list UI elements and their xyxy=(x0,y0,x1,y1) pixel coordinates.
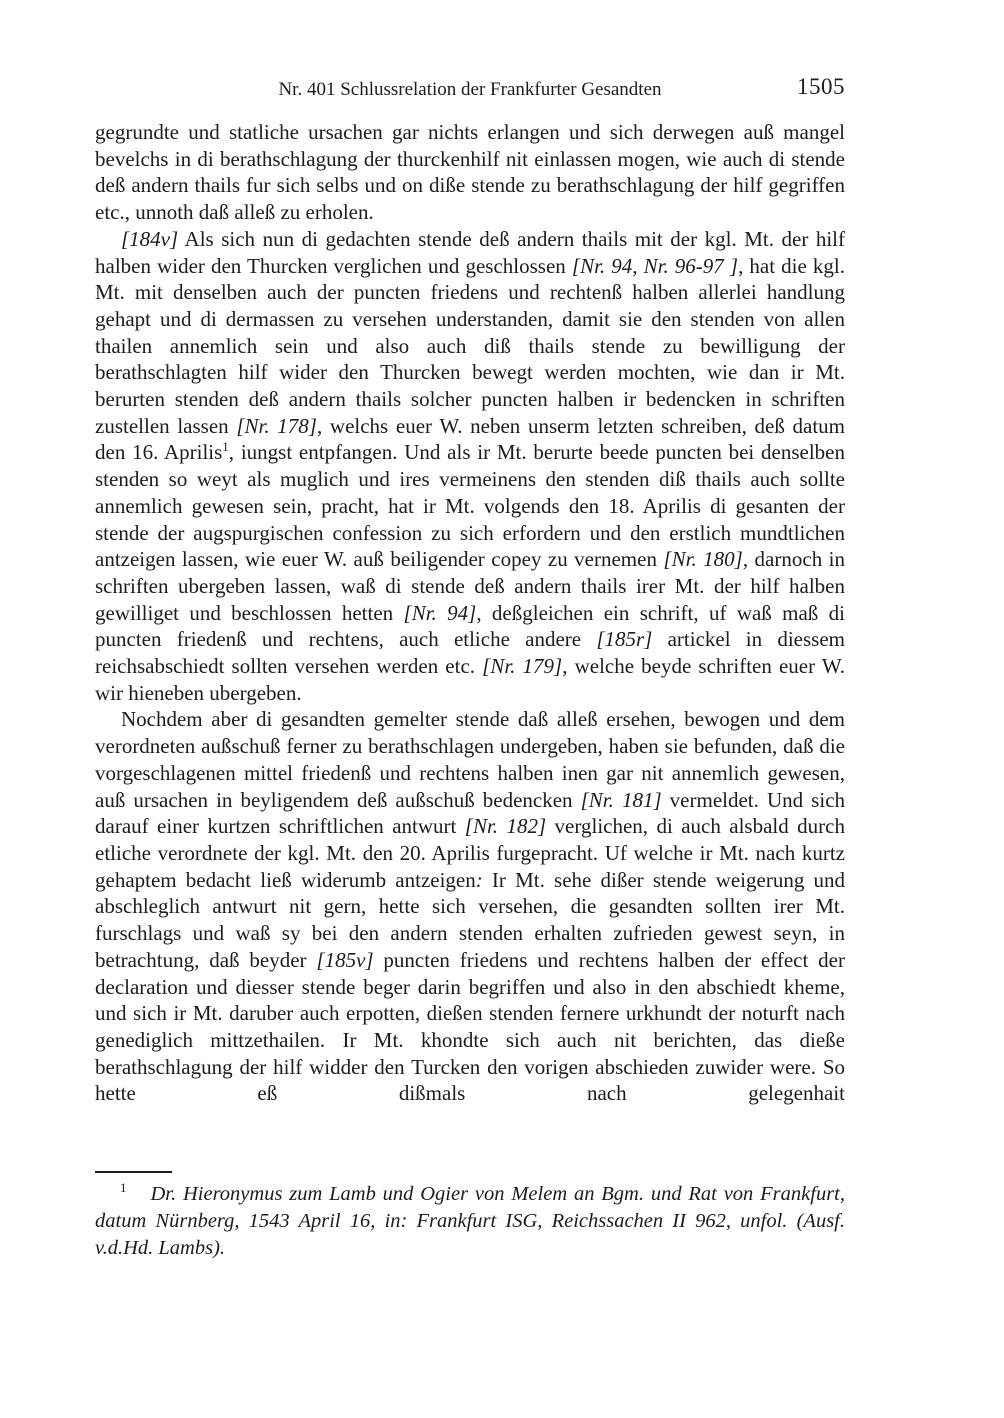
text-run: verglichen, di auch alsbald durch etliche verordnete der kgl. Mt. den 20. Aprilis furgepracht. Uf welche ir Mt. nach kurtz gehaptem bedacht ließ widerumb antzeigen xyxy=(95,814,845,892)
text-run: , iungst entpfangen. Und als ir Mt. berurte beede puncten bei denselben stenden so weyt als muglich und ires vermeinens den stenden diß thails auch sollte annemlich gewesen sein, pracht, hat ir Mt. volgends den 18. Aprilis di gesanten der stende der augspurgischen confession zu sich erfordern und den erstlich mundtlichen antzeigen lassen, wie euer W. auß beiligender copey zu vernemen xyxy=(95,440,846,572)
footnote-reference: 1 xyxy=(222,439,229,455)
main-text xyxy=(95,119,845,1107)
editorial-italic-text: [Nr. 181] xyxy=(580,787,662,812)
editorial-italic-text: [Nr. 180] xyxy=(663,547,743,572)
footnote-reference: 1 xyxy=(120,1180,127,1196)
editorial-italic-text: [185r] xyxy=(596,627,653,652)
footnote-area xyxy=(95,1171,845,1262)
editorial-italic-text: Dr. Hieronymus zum Lamb und Ogier von Melem an Bgm. und Rat von Frankfurt, datum Nürnberg, 1543 April 16, in: Frankfurt ISG, Reichssachen II 962, unfol. (Ausf. v.d.Hd. Lambs). xyxy=(95,1183,845,1259)
text-run: Als sich nun di gedachten stende deß andern thails mit der kgl. Mt. der hilf halben wider den Thurcken verglichen und geschlossen xyxy=(95,226,845,278)
editorial-italic-text: [184v] xyxy=(121,226,179,251)
footnote-1 xyxy=(95,1181,845,1262)
editorial-italic-text: [Nr. 94] xyxy=(403,600,477,625)
text-run: , deßgleichen ein schrift, uf waß maß di puncten friedenß und rechtens, auch etliche andere xyxy=(95,600,845,652)
text-run: gegrundte und statliche ursachen gar nichts erlangen und sich derwegen auß mangel bevelchs in di berathschlagung der thurckenhilf nit einlassen mogen, wie auch di stende deß andern thails fur sich selbs und on diße stende zu berathschlagung der hilf gegriffen etc., unnoth daß alleß zu erholen. xyxy=(95,120,845,225)
text-run: , welche beyde schriften euer W. wir hieneben ubergeben. xyxy=(95,654,845,705)
text-run: , hat die kgl. Mt. mit denselben auch der puncten friedens und rechtenß halben allerlei handlung gehapt und di dermassen zu versehen understanden, damit sie den stenden von allen thailen annemlich sein und also auch diß thails stende zu bewilligung der berathschlagten hilf wider den Thurcken bewegt werden mochten, wie dan ir Mt. berurten stenden deß andern thails solcher puncten halben ir bedencken in schriften zustellen lassen xyxy=(95,253,845,438)
paragraph-3 xyxy=(95,706,845,1107)
text-run: puncten friedens und rechtens halben der effect der declaration und diesser stende beger darin begriffen und also in den abschiedt kheme, und sich ir Mt. daruber auch erpotten, dießen stenden fernere urkhundt der noturft nach genediglich mittzethailen. Ir Mt. khondte sich auch nit berichten, das dieße berathschlagung der hilf widder den Turcken den vorigen abschieden zuwider were. So hette eß dißmals nach gelegenhait xyxy=(95,947,845,1106)
paragraph-2 xyxy=(95,226,845,707)
editorial-italic-text: [185v] xyxy=(316,947,374,972)
editorial-italic-text: [Nr. 178] xyxy=(236,413,317,438)
text-run: artickel in diessem reichsabschiedt sollten versehen werden etc. xyxy=(95,627,845,679)
text-run: , welchs euer W. neben unserm letzten schreiben, deß datum den 16. Aprilis xyxy=(95,413,845,465)
running-head-title: Nr. 401 Schlussrelation der Frankfurter Gesandten xyxy=(278,79,662,100)
page-number: 1505 xyxy=(797,74,845,99)
editorial-italic-text: [Nr. 182] xyxy=(464,814,547,839)
running-head xyxy=(95,74,845,101)
text-run: Nochdem aber di gesandten gemelter stende daß alleß ersehen, bewogen und dem verordneten außschuß ferner zu berathschlagen undergeben, haben sie befunden, daß die vorgeschlagenen mittel friedenß und rechtens halben inen gar nit annemlich gewesen, auß ursachen in beyligendem deß außschuß bedencken xyxy=(95,707,845,812)
paragraph-1 xyxy=(95,119,845,226)
text-run: vermeldet. Und sich darauf einer kurtzen schriftlichen antwurt xyxy=(95,787,846,839)
footnote-separator-rule xyxy=(95,1171,172,1173)
editorial-italic-text: [Nr. 94, Nr. 96-97 ] xyxy=(571,253,739,278)
text-run: , darnoch in schriften ubergeben lassen, waß di stende deß andern thails irer Mt. der hilf halben gewilliget und beschlossen hetten xyxy=(95,547,845,625)
editorial-italic-text: [Nr. 179] xyxy=(482,654,563,679)
text-run: Ir Mt. sehe dißer stende weigerung und abschleglich antwurt nit gern, hette sich versehen, die gesandten sollten irer Mt. furschlags und waß sy bei den andern stenden erhalten zufrieden gewest seyn, in betrachtung, daß beyder xyxy=(95,867,845,972)
editorial-italic-text: : xyxy=(475,867,483,892)
